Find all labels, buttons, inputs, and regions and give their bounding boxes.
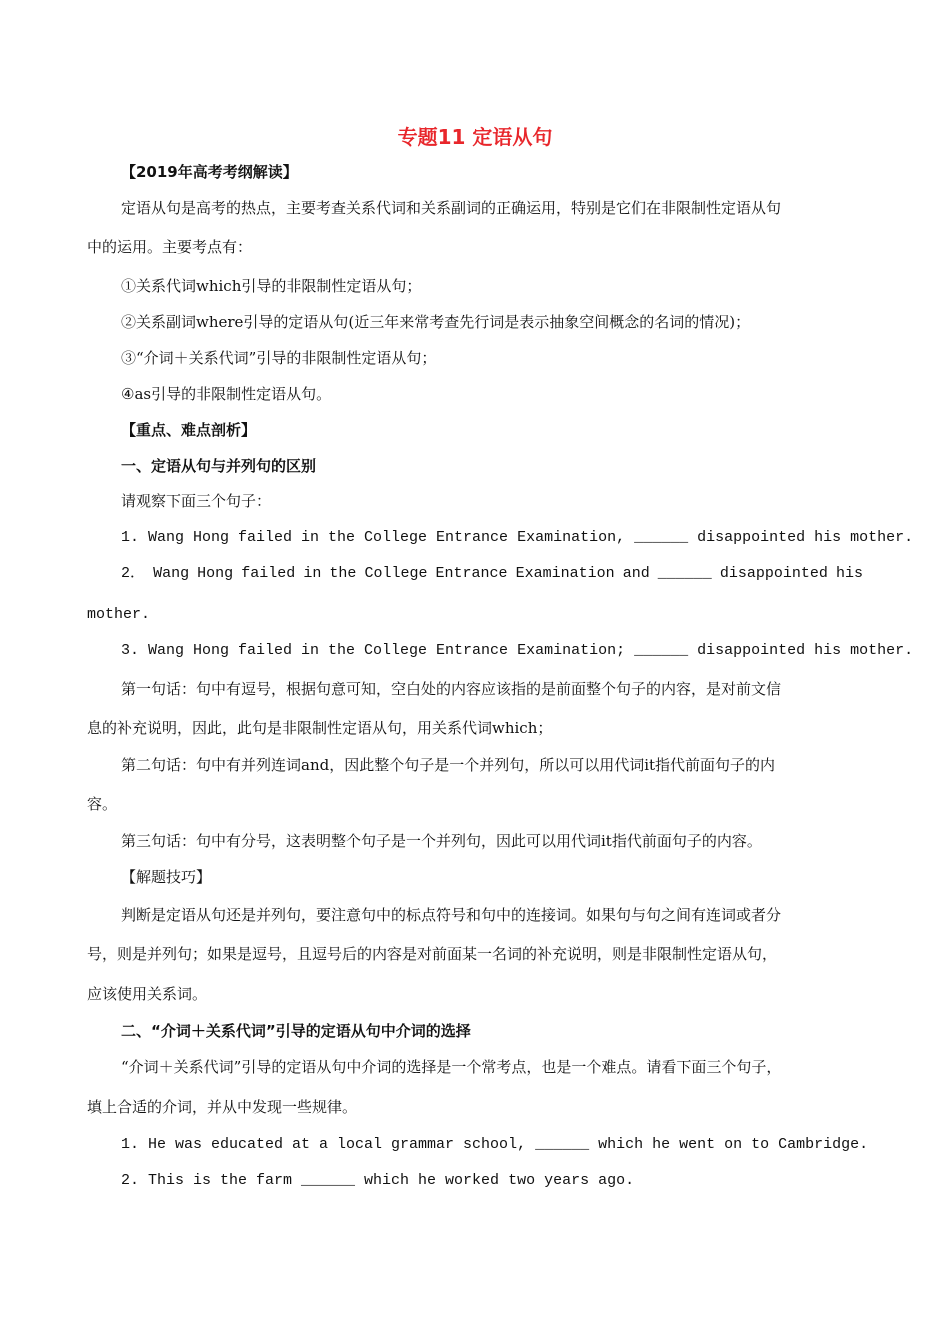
intro-line-1: 定语从句是高考的热点，主要考查关系代词和关系副词的正确运用，特别是它们在非限制性定语从句 (121, 199, 782, 217)
tips-line-1: 判断是定语从句还是并列句，要注意句中的标点符号和句中的连接词。如果句与句之间有连词或者分 (121, 906, 782, 924)
example-sentence-1: 1. Wang Hong failed in the College Entrance Examination, ______ disappointed his mother. (121, 529, 914, 546)
point-1: ①关系代词which引导的非限制性定语从句； (121, 277, 422, 295)
outline-section-heading: 【2019年高考考纲解读】 (121, 163, 298, 181)
analysis-3: 第三句话：句中有分号，这表明整个句子是一个并列句，因此可以用代词it指代前面句子的内容。 (121, 832, 762, 850)
analysis-1-line-2: 息的补充说明，因此，此句是非限制性定语从句，用关系代词which； (87, 719, 553, 737)
example-sentence-3: 3. Wang Hong failed in the College Entrance Examination; ______ disappointed his mother. (121, 642, 914, 659)
example-2-word: Examination (515, 565, 615, 582)
intro-line-2: 中的运用。主要考点有： (87, 238, 253, 256)
example-2-word: in (303, 565, 322, 582)
point-2: ②关系副词where引导的定语从句(近三年来常考查先行词是表示抽象空间概念的名词的情况)； (121, 313, 751, 331)
analysis-2-line-1: 第二句话：句中有并列连词and，因此整个句子是一个并列句，所以可以用代词it指代前面句子的内 (121, 756, 776, 774)
example-2-word: 2． (121, 565, 146, 582)
observe-instruction: 请观察下面三个句子： (121, 492, 272, 510)
heading-one: 一、定语从句与并列句的区别 (121, 457, 317, 475)
example-2-word: the (329, 565, 357, 582)
heading-two: 二、“介词＋关系代词”引导的定语从句中介词的选择 (121, 1022, 471, 1040)
key-section-heading: 【重点、难点剖析】 (121, 421, 257, 439)
example-sentence-2 (121, 564, 863, 584)
point-4: ④as引导的非限制性定语从句。 (121, 385, 332, 403)
example-sentence-2-continued: mother. (87, 606, 151, 623)
example-2-word: disappointed (719, 565, 828, 582)
example-2-word: his (835, 565, 863, 582)
document-title: 专题11 定语从句 (397, 125, 553, 149)
tips-line-2: 号，则是并列句；如果是逗号，且逗号后的内容是对前面某一名词的补充说明，则是非限制性定语从句， (87, 945, 778, 963)
paragraph-two-line-2: 填上合适的介词，并从中发现一些规律。 (87, 1098, 358, 1116)
tips-heading: 【解题技巧】 (121, 868, 212, 886)
analysis-1-line-1: 第一句话：句中有逗号，根据句意可知，空白处的内容应该指的是前面整个句子的内容，是对前文信 (121, 680, 782, 698)
point-3: ③“介词＋关系代词”引导的非限制性定语从句； (121, 349, 437, 367)
analysis-2-line-2: 容。 (87, 795, 118, 813)
tips-line-3: 应该使用关系词。 (87, 985, 208, 1003)
example-2-word: Hong (197, 565, 234, 582)
example-sentence-4: 1. He was educated at a local grammar school, ______ which he went on to Cambridge. (121, 1136, 869, 1153)
example-2-word: ______ (657, 565, 712, 582)
example-2-word: and (622, 565, 650, 582)
paragraph-two-line-1: “介词＋关系代词”引导的定语从句中介词的选择是一个常考点，也是一个难点。请看下面三个句子， (121, 1058, 782, 1076)
example-sentence-5: 2. This is the farm ______ which he worked two years ago. (121, 1172, 635, 1189)
example-2-word: Entrance (435, 565, 508, 582)
example-2-word: College (364, 565, 428, 582)
example-2-word: failed (241, 565, 296, 582)
example-2-word: Wang (153, 565, 190, 582)
